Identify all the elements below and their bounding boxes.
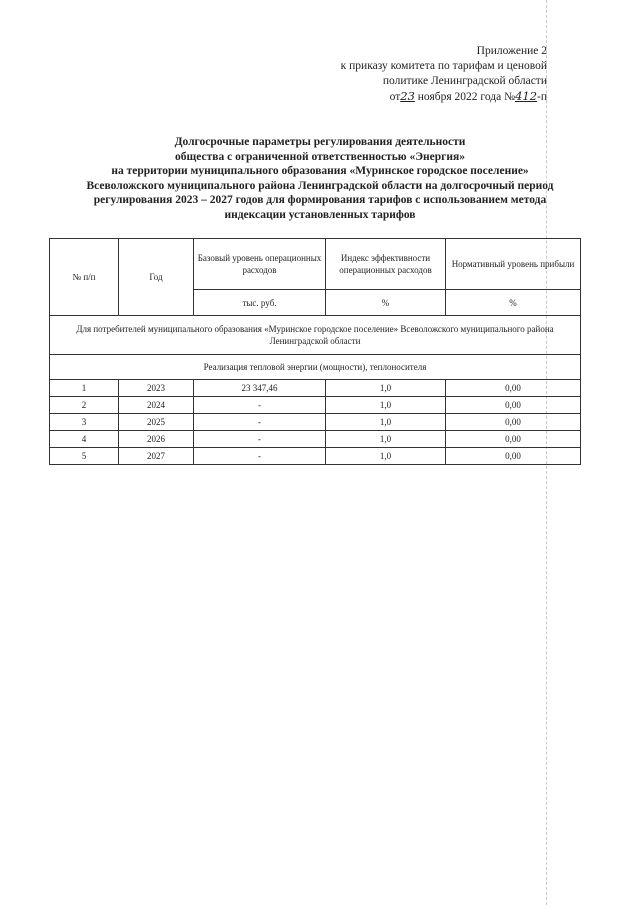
header-profit-level: Нормативный уровень прибыли — [446, 239, 581, 290]
cell-num: 3 — [50, 414, 119, 431]
header-efficiency-index: Индекс эффективности операционных расходов — [326, 239, 446, 290]
appendix-line-3: политике Ленинградской области — [382, 75, 547, 87]
title-line: Долгосрочные параметры регулирования деятельности — [174, 136, 466, 148]
title-line: Всеволожского муниципального района Ленинградской области на долгосрочный период — [86, 179, 554, 192]
date-middle: ноября 2022 года № — [417, 91, 516, 103]
cell-year: 2026 — [119, 431, 194, 448]
subgroup-label: Реализация тепловой энергии (мощности), теплоносителя — [50, 355, 581, 380]
table-row — [50, 448, 581, 465]
order-suffix: -п — [537, 91, 547, 103]
parameters-table — [49, 238, 581, 465]
cell-profit: 0,00 — [446, 431, 581, 448]
table-row — [50, 414, 581, 431]
cell-index: 1,0 — [326, 414, 446, 431]
date-day-handwritten: 23 — [400, 89, 415, 103]
title-line: регулирования 2023 – 2027 годов для формирования тарифов с использованием метода — [93, 194, 547, 206]
header-base-opex: Базовый уровень операционных расходов — [194, 239, 326, 290]
table-group-row — [50, 316, 581, 355]
cell-num: 2 — [50, 397, 119, 414]
cell-index: 1,0 — [326, 397, 446, 414]
unit-base: тыс. руб. — [194, 290, 326, 316]
date-prefix: от — [389, 91, 401, 103]
order-number-handwritten: 412 — [515, 89, 538, 103]
cell-num: 4 — [50, 431, 119, 448]
table-row — [50, 431, 581, 448]
cell-base: - — [194, 448, 326, 465]
title-line: индексации установленных тарифов — [224, 208, 416, 221]
cell-index: 1,0 — [326, 448, 446, 465]
cell-index: 1,0 — [326, 431, 446, 448]
cell-profit: 0,00 — [446, 448, 581, 465]
cell-year: 2027 — [119, 448, 194, 465]
title-line: на территории муниципального образования «Муринское городское поселение» — [111, 165, 529, 177]
header-num: № п/п — [50, 239, 119, 316]
cell-base: - — [194, 414, 326, 431]
appendix-line-2: к приказу комитета по тарифам и ценовой — [340, 60, 547, 72]
cell-profit: 0,00 — [446, 397, 581, 414]
cell-index: 1,0 — [326, 380, 446, 397]
appendix-reference — [307, 44, 547, 105]
table-header-row — [50, 239, 581, 290]
cell-year: 2023 — [119, 380, 194, 397]
cell-num: 5 — [50, 448, 119, 465]
table-row — [50, 380, 581, 397]
table-row — [50, 397, 581, 414]
cell-base: - — [194, 431, 326, 448]
cell-base: 23 347,46 — [194, 380, 326, 397]
cell-year: 2025 — [119, 414, 194, 431]
title-line: общества с ограниченной ответственностью «Энергия» — [175, 150, 465, 163]
table-subgroup-row — [50, 355, 581, 380]
document-title — [60, 135, 580, 222]
cell-year: 2024 — [119, 397, 194, 414]
appendix-date-line — [307, 89, 547, 105]
group-label: Для потребителей муниципального образования «Муринское городское поселение» Всеволожского муниципального района Ленинградской области — [50, 316, 581, 355]
appendix-line-1: Приложение 2 — [476, 45, 547, 57]
cell-profit: 0,00 — [446, 414, 581, 431]
unit-profit: % — [446, 290, 581, 316]
cell-num: 1 — [50, 380, 119, 397]
cell-base: - — [194, 397, 326, 414]
unit-index: % — [326, 290, 446, 316]
cell-profit: 0,00 — [446, 380, 581, 397]
header-year: Год — [119, 239, 194, 316]
